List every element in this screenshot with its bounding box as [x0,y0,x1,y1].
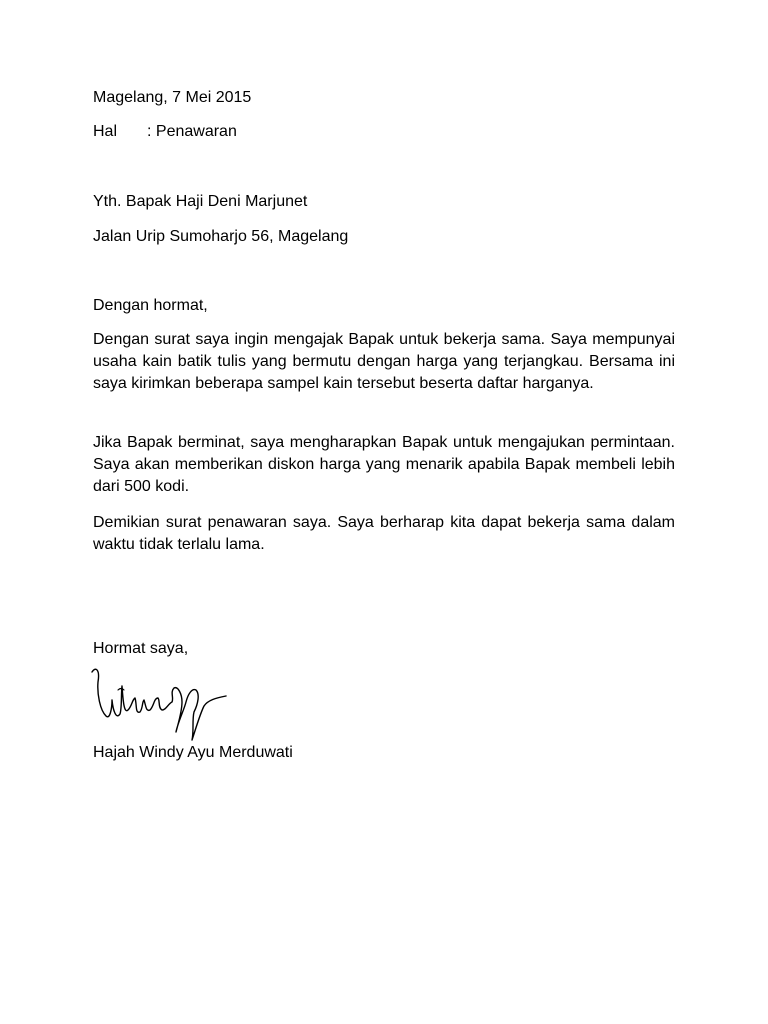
signer-name: Hajah Windy Ayu Merduwati [93,744,293,761]
salutation: Dengan hormat, [93,297,208,314]
closing: Hormat saya, [93,640,189,657]
body-paragraph-2: Jika Bapak berminat, saya mengharapkan Bapak untuk mengajukan permintaan. Saya akan memberikan diskon harga yang menarik apabila Bapak membeli lebih dari 500 kodi. [93,434,675,495]
subject-label: Hal [93,123,118,140]
recipient-address: Jalan Urip Sumoharjo 56, Magelang [93,228,349,245]
date-line: Magelang, 7 Mei 2015 [93,89,252,106]
body-paragraph-3: Demikian surat penawaran saya. Saya berharap kita dapat bekerja sama dalam waktu tidak terlalu lama. [93,514,675,553]
handwritten-signature [88,664,238,742]
subject-value: : Penawaran [147,123,237,140]
subject-line [93,121,237,143]
body-paragraph-1: Dengan surat saya ingin mengajak Bapak untuk bekerja sama. Saya mempunyai usaha kain batik tulis yang bermutu dengan harga yang terjangkau. Bersama ini saya kirimkan beberapa sampel kain tersebut beserta daftar harganya. [93,331,675,392]
recipient-name: Yth. Bapak Haji Deni Marjunet [93,193,308,210]
